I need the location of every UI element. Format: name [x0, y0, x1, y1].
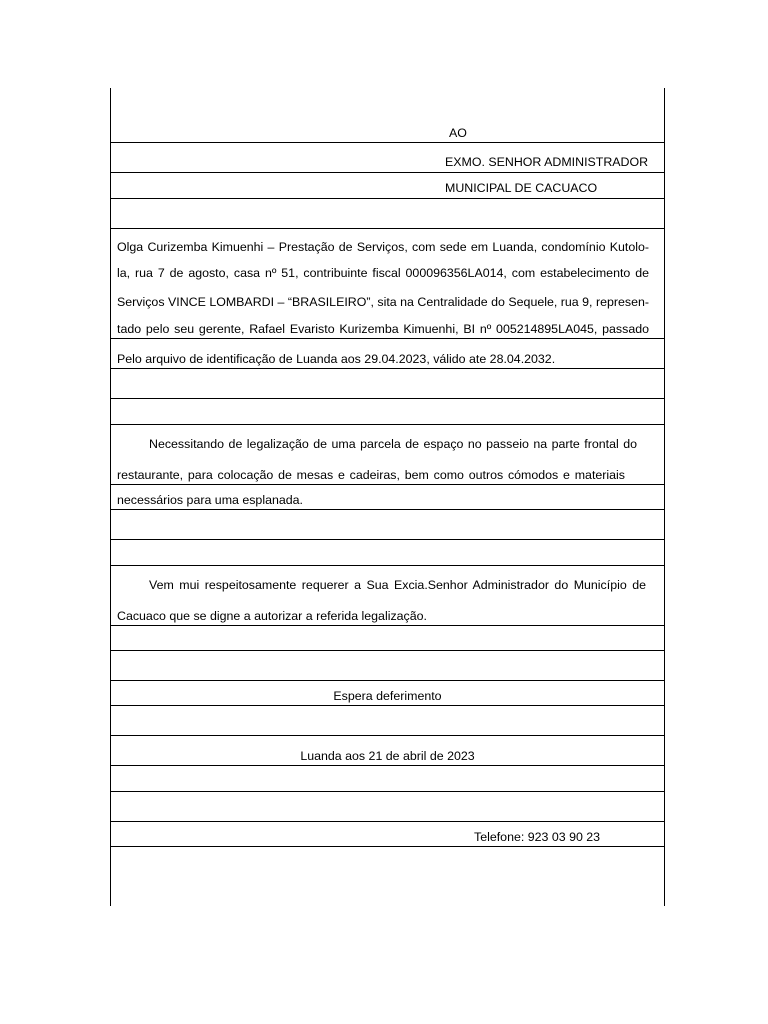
rule-line [110, 539, 665, 540]
rule-line [110, 791, 665, 792]
rule-line [110, 228, 665, 229]
rule-line [110, 625, 665, 626]
phone-number: Telefone: 923 03 90 23 [474, 830, 601, 844]
place-date: Luanda aos 21 de abril de 2023 [300, 749, 475, 763]
rule-line [110, 368, 665, 369]
addressee-to: AO [449, 126, 467, 140]
rule-line [110, 650, 665, 651]
rule-line [110, 142, 665, 143]
rule-line [110, 172, 665, 173]
rule-line [110, 846, 665, 847]
addressee-line-1: EXMO. SENHOR ADMINISTRADOR [445, 155, 649, 169]
rule-line [110, 565, 665, 566]
paragraph-2-line-2: restaurante, para colocação de mesas e cadeiras, bem como outros cómodos e materiais [117, 468, 625, 482]
paragraph-2-line-3: necessários para uma esplanada. [117, 493, 303, 507]
paragraph-3-line-1: Vem mui respeitosamente requerer a Sua Excia.Senhor Administrador do Município de [149, 578, 646, 592]
rule-line [110, 338, 665, 339]
paragraph-1-line-2: la, rua 7 de agosto, casa nº 51, contribuinte fiscal 000096356LA014, com estabelecimento de [117, 266, 649, 280]
closing-text: Espera deferimento [333, 689, 442, 703]
rule-line [110, 424, 665, 425]
rule-line [110, 509, 665, 510]
rule-line [110, 735, 665, 736]
paragraph-2-line-1: Necessitando de legalização de uma parcela de espaço no passeio na parte frontal do [149, 437, 637, 451]
paragraph-1-line-5: Pelo arquivo de identificação de Luanda aos 29.04.2023, válido ate 28.04.2032. [117, 352, 556, 366]
paragraph-1-line-1: Olga Curizemba Kimuenhi – Prestação de Serviços, com sede em Luanda, condomínio Kutolo- [117, 240, 649, 254]
paragraph-3-line-2: Cacuaco que se digne a autorizar a referida legalização. [117, 609, 427, 623]
rule-line [110, 680, 665, 681]
paragraph-1-line-3: Serviços VINCE LOMBARDI – “BRASILEIRO”, sita na Centralidade do Sequele, rua 9, represen- [117, 295, 649, 309]
rule-line [110, 198, 665, 199]
rule-line [110, 484, 665, 485]
addressee-line-2: MUNICIPAL DE CACUACO [445, 181, 598, 195]
rule-line [110, 765, 665, 766]
paragraph-1-line-4: tado pelo seu gerente, Rafael Evaristo Kurizemba Kimuenhi, BI nº 005214895LA045, passado [117, 322, 649, 336]
rule-line [110, 821, 665, 822]
rule-line [110, 705, 665, 706]
rule-line [110, 398, 665, 399]
